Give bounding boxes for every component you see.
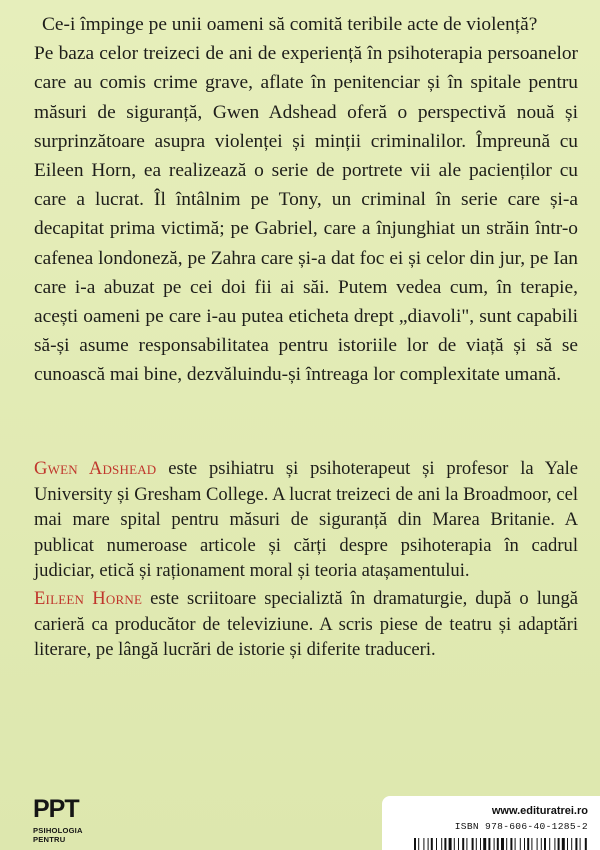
isbn-number: ISBN 978-606-40-1285-2	[454, 821, 588, 832]
logo-mark: PPT	[33, 795, 79, 823]
book-blurb	[34, 10, 578, 390]
author-name-gwen: Gwen Adshead	[34, 458, 157, 479]
publisher-website: www.edituratrei.ro	[491, 805, 588, 817]
author-bio-gwen	[34, 456, 578, 584]
blurb-body: Pe baza celor treizeci de ani de experiență în psihoterapia persoanelor care au comis crime grave, aflate în penitenciar și în spitale pentru măsuri de siguranță, Gwen Adshead oferă o perspectivă nouă și surprinzătoare asupra violenței și minții criminalilor. Împreună cu Eileen Horn, ea realizează o serie de portrete vii ale pacienților cu care a lucrat. Îl întâlnim pe Tony, un criminal în serie care și-a decapitat prima victimă; pe Gabriel, care a înjunghiat un străin într-o cafenea londoneză, pe Zahra care și-a dat foc ei și celor din jur, pe Ian care i-a abuzat pe cei doi fii ai săi. Putem vedea cum, în terapie, acești oameni pe care i-au putea eticheta drept „diavoli", sunt capabili să-și asume responsabilitatea pentru istoriile lor de viață și să se cunoască mai bine, dezvăluindu-și întreaga lor complexitate umană.	[34, 43, 578, 386]
author-name-eileen: Eileen Horne	[34, 588, 143, 609]
barcode-panel	[382, 796, 600, 850]
logo-line-2: PENTRU	[33, 835, 66, 844]
author-bio-eileen-text: este scriitoare specializtă în dramaturgie, după o lungă carieră ca producător de televiziune. A scris piese de teatru și adaptări literare, pe lângă lucrări de istorie și diferite traduceri.	[34, 588, 578, 660]
author-bio-eileen	[34, 586, 578, 663]
blurb-question: Ce-i împinge pe unii oameni să comită teribile acte de violență?	[42, 14, 538, 35]
publisher-logo	[33, 796, 95, 850]
barcode-icon	[412, 838, 588, 850]
logo-line-1: PSIHOLOGIA	[33, 826, 83, 835]
author-bio-gwen-text: este psihiatru și psihoterapeut și profesor la Yale University și Gresham College. A lucrat treizeci de ani la Broadmoor, cel mai mare spital pentru măsuri de siguranță din Marea Britanie. A publicat numeroase articole și cărți despre psihoterapia în cadrul judiciar, etică și raționament moral și teoria atașamentului.	[34, 458, 579, 581]
